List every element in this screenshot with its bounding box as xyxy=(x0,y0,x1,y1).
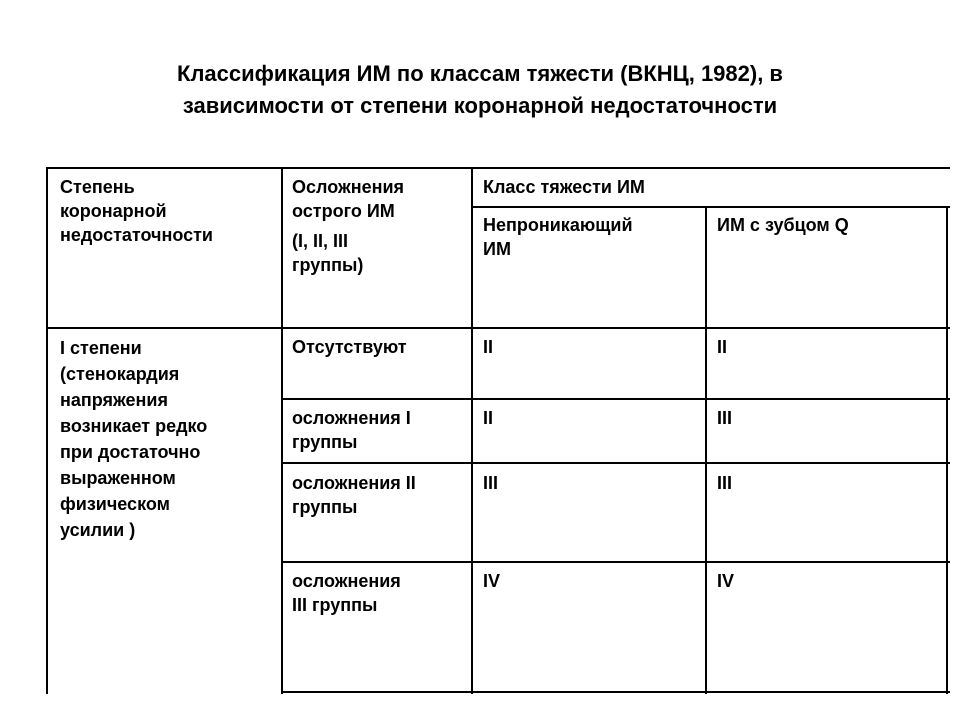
table-left-border xyxy=(46,167,48,694)
title-line-1: Классификация ИМ по классам тяжести (ВКНЦ, 1982), в xyxy=(177,61,783,86)
header-non-penetrating xyxy=(483,213,698,261)
row-2-complication xyxy=(292,406,464,454)
header-severity-class xyxy=(483,175,933,199)
row-3-q-wave: III xyxy=(717,473,733,493)
row-3-complication-line-2: группы xyxy=(292,497,358,517)
row-4-non-penetrating: IV xyxy=(483,571,501,591)
header-severity-class-text: Класс тяжести ИМ xyxy=(483,177,645,197)
degree-cell-line-7: физическом xyxy=(60,494,170,514)
row-1-q-wave: II xyxy=(717,337,728,357)
degree-cell-line-8: усилии ) xyxy=(60,520,136,540)
header-complications-groups-1: (I, II, III xyxy=(292,231,349,251)
row-3-bottom-border xyxy=(283,561,950,563)
row-2-complication-line-2: группы xyxy=(292,432,358,452)
table-bottom-border xyxy=(283,691,950,693)
degree-cell-line-3: напряжения xyxy=(60,390,168,410)
header-non-penetrating-line-1: Непроникающий xyxy=(483,215,633,235)
table-top-border xyxy=(48,167,950,169)
row-4-complication xyxy=(292,569,464,617)
degree-cell-line-6: выраженном xyxy=(60,468,176,488)
title-line-2: зависимости от степени коронарной недостаточности xyxy=(182,93,778,118)
col-divider-1 xyxy=(281,167,283,694)
header-non-penetrating-line-2: ИМ xyxy=(483,239,511,259)
header-complications-groups-2: группы) xyxy=(292,255,364,275)
header-degree xyxy=(60,175,272,247)
row-4-q-wave: IV xyxy=(717,571,735,591)
row-2-complication-line-1: осложнения I xyxy=(292,408,411,428)
degree-cell-line-1: I степени xyxy=(60,338,142,358)
header-degree-line-2: коронарной xyxy=(60,201,167,221)
header-q-wave-text: ИМ с зубцом Q xyxy=(717,215,849,235)
header-bottom-border xyxy=(48,327,950,329)
degree-cell xyxy=(60,335,275,543)
header-q-wave xyxy=(717,213,937,237)
row-3-non-penetrating: III xyxy=(483,473,499,493)
degree-cell-line-2: (стенокардия xyxy=(60,364,180,384)
header-complications-line-1: Осложнения xyxy=(292,177,405,197)
table-right-border xyxy=(946,206,948,694)
row-2-bottom-border xyxy=(283,462,950,464)
row-3-complication xyxy=(292,471,464,519)
header-complications xyxy=(292,175,464,277)
degree-cell-line-5: при достаточно xyxy=(60,442,201,462)
row-2-q-wave: III xyxy=(717,408,733,428)
row-1-complication-line-1: Отсутствуют xyxy=(292,337,407,357)
col-divider-3 xyxy=(705,206,707,694)
row-4-complication-line-1: осложнения xyxy=(292,571,401,591)
header-complications-line-2: острого ИМ xyxy=(292,201,395,221)
subheader-border xyxy=(473,206,950,208)
row-1-non-penetrating: II xyxy=(483,337,494,357)
degree-cell-line-4: возникает редко xyxy=(60,416,208,436)
col-divider-2 xyxy=(471,167,473,694)
row-2-non-penetrating: II xyxy=(483,408,494,428)
row-1-complication xyxy=(292,335,464,359)
header-degree-line-1: Степень xyxy=(60,177,135,197)
header-degree-line-3: недостаточности xyxy=(60,225,213,245)
row-3-complication-line-1: осложнения II xyxy=(292,473,416,493)
row-1-bottom-border xyxy=(283,398,950,400)
row-4-complication-line-2: III группы xyxy=(292,595,378,615)
